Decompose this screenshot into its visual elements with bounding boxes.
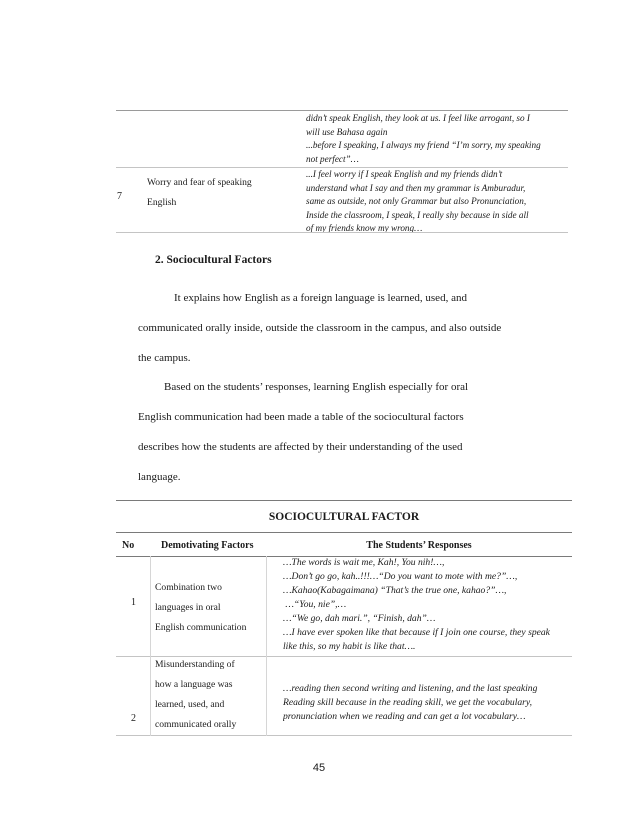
factor-line: how a language was — [155, 679, 233, 690]
factor-line: communicated orally — [155, 719, 237, 730]
response-line: same as outside, not only Grammar but also Pronunciation, — [306, 196, 527, 207]
column-divider — [266, 556, 267, 736]
page-number: 45 — [312, 762, 326, 774]
response-line: didn’t speak English, they look at us. I feel like arrogant, so I — [306, 113, 530, 123]
response-line: will use Bahasa again — [306, 126, 388, 137]
row1-response — [283, 556, 572, 654]
paragraph-2 — [138, 372, 524, 492]
paragraph-line: Based on the students’ responses, learning English especially for oral — [164, 381, 469, 393]
factor-line: Misunderstanding of — [155, 659, 235, 670]
response-line: Inside the classroom, I speak, I really shy because in side all — [306, 209, 529, 220]
row7-response — [306, 168, 568, 236]
paragraph-line: communicated orally inside, outside the classroom in the campus, and also outside — [138, 322, 502, 334]
factor-line: Combination two — [155, 582, 222, 593]
paragraph-line: English communication had been made a table of the sociocultural factors — [138, 411, 464, 423]
factor-line: English — [147, 197, 177, 208]
socio-table-header-top — [116, 532, 572, 533]
response-line: ...I feel worry if I speak English and my friends didn’t — [306, 169, 503, 179]
paragraph-line: the campus. — [138, 352, 191, 364]
section-heading: 2. Sociocultural Factors — [155, 254, 272, 266]
factor-line: languages in oral — [155, 602, 221, 613]
response-line: not perfect”… — [306, 153, 359, 164]
response-line: …“You, nie”,… — [283, 599, 347, 610]
response-line: pronunciation when we reading and can get a lot vocabulary… — [283, 711, 526, 722]
row1-factor — [155, 578, 263, 638]
row2-response — [283, 682, 572, 724]
top-table-border-top — [116, 110, 568, 111]
response-line: …Kahao(Kabagaimana) “That’s the true one, kahao?”…, — [283, 585, 507, 596]
factor-line: learned, used, and — [155, 699, 225, 710]
factor-line: Worry and fear of speaking — [147, 177, 252, 188]
response-line: of my friends know my wrong… — [306, 223, 423, 234]
factor-line: English communication — [155, 622, 247, 633]
response-line: …reading then second writing and listening, and the last speaking — [283, 683, 538, 694]
row-prev-response — [306, 112, 568, 166]
row1-number: 1 — [131, 597, 136, 608]
paragraph-1 — [138, 283, 524, 373]
response-line: understand what I say and then my grammar is Amburadur, — [306, 182, 526, 193]
paragraph-line: describes how the students are affected by their understanding of the used — [138, 441, 463, 453]
top-table-border-bottom — [116, 232, 568, 233]
response-line: Reading skill because in the reading skill, we get the vocabulary, — [283, 697, 533, 708]
row7-number: 7 — [117, 191, 122, 202]
response-line: …Don’t go go, kah..!!!…“Do you want to mote with me?”…, — [283, 571, 518, 582]
paragraph-line: It explains how English as a foreign language is learned, used, and — [174, 292, 467, 304]
header-students-responses: The Students’ Responses — [366, 540, 472, 551]
response-line: like this, so my habit is like that…. — [283, 641, 416, 652]
row2-factor — [155, 655, 263, 735]
response-line: …The words is wait me, Kah!, You nih!…, — [283, 557, 445, 568]
response-line: …I have ever spoken like that because if I join one course, they speak — [283, 627, 550, 638]
paragraph-line: language. — [138, 471, 181, 483]
column-divider — [150, 556, 151, 736]
socio-table-title: SOCIOCULTURAL FACTOR — [268, 511, 420, 523]
socio-table-border-top — [116, 500, 572, 501]
row2-number: 2 — [131, 713, 136, 724]
response-line: …“We go, dah mari.”, “Finish, dah”… — [283, 613, 436, 624]
response-line: ...before I speaking, I always my friend “I’m sorry, my speaking — [306, 140, 541, 151]
header-no: No — [122, 540, 135, 551]
socio-table-border-bottom — [116, 735, 572, 736]
header-demotivating-factors: Demotivating Factors — [161, 540, 254, 551]
row7-factor — [147, 174, 297, 212]
